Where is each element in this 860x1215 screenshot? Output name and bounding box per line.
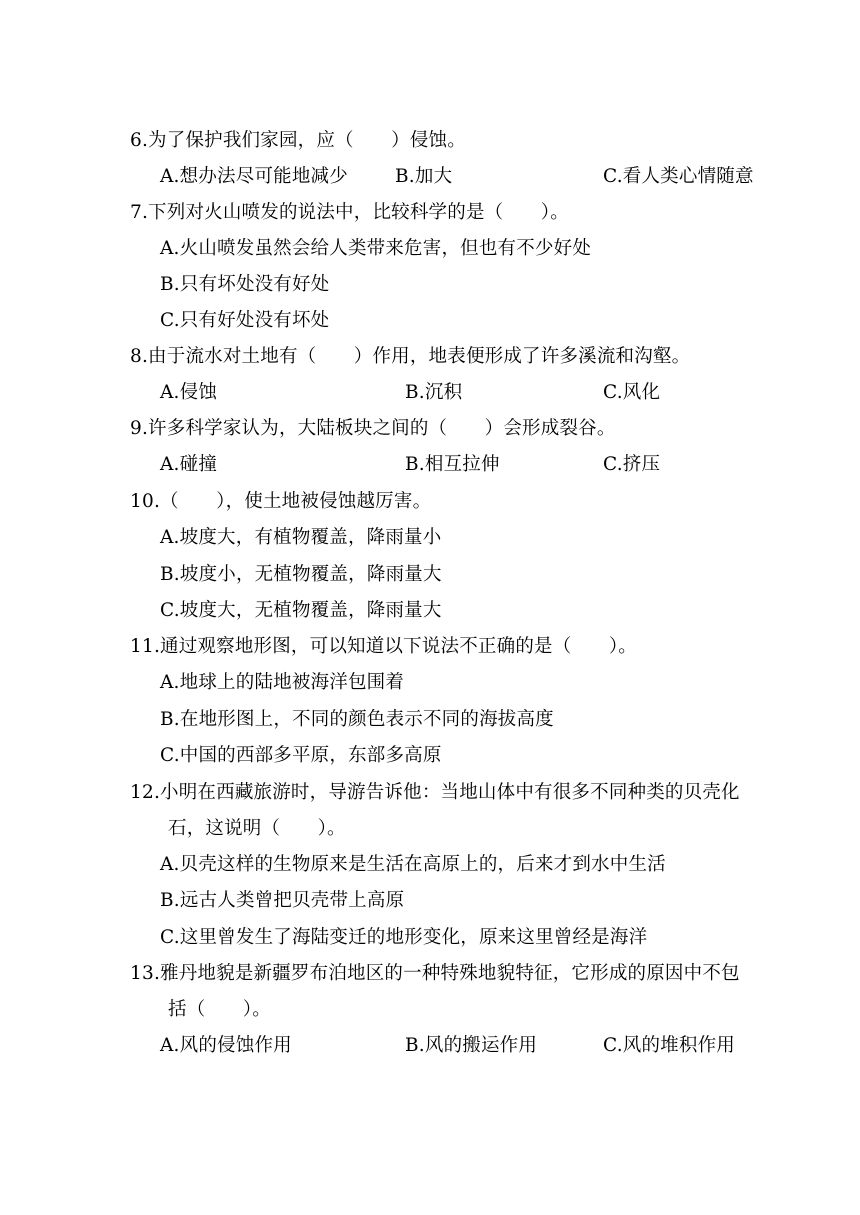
question-9-stem: 9.许多科学家认为，大陆板块之间的（ ）会形成裂谷。: [130, 418, 616, 439]
question-7-option-a: A.火山喷发虽然会给人类带来危害，但也有不少好处: [160, 238, 592, 259]
question-12-option-c: C.这里曾发生了海陆变迁的地形变化，原来这里曾经是海洋: [160, 927, 648, 948]
question-12-stem: 12.小明在西藏旅游时，导游告诉他：当地山体中有很多不同种类的贝壳化: [130, 782, 740, 803]
question-7-stem: 7.下列对火山喷发的说法中，比较科学的是（ ）。: [130, 202, 569, 223]
question-13-option-a: A.风的侵蚀作用: [160, 1035, 292, 1056]
question-8-option-a: A.侵蚀: [160, 382, 218, 403]
question-8-stem: 8.由于流水对土地有（ ）作用，地表便形成了许多溪流和沟壑。: [130, 346, 691, 367]
question-13-stem: 13.雅丹地貌是新疆罗布泊地区的一种特殊地貌特征，它形成的原因中不包: [130, 963, 740, 984]
question-7-option-c: C.只有好处没有坏处: [160, 310, 330, 331]
question-11-option-c: C.中国的西部多平原，东部多高原: [160, 745, 442, 766]
question-10-option-c: C.坡度大，无植物覆盖，降雨量大: [160, 600, 442, 621]
question-11-option-b: B.在地形图上，不同的颜色表示不同的海拔高度: [160, 709, 554, 730]
question-9-option-b: B.相互拉伸: [405, 454, 500, 475]
question-8-option-c: C.风化: [603, 382, 661, 403]
question-10-stem: 10.（ ），使土地被侵蚀越厉害。: [130, 491, 432, 512]
question-6-option-b: B.加大: [395, 166, 453, 187]
question-9-option-c: C.挤压: [603, 454, 661, 475]
question-13-stem-continued: 括（ ）。: [168, 999, 271, 1020]
question-13-option-b: B.风的搬运作用: [405, 1035, 538, 1056]
question-11-stem: 11.通过观察地形图，可以知道以下说法不正确的是（ ）。: [130, 636, 637, 657]
question-6-stem: 6.为了保护我们家园，应（ ）侵蚀。: [130, 130, 466, 151]
question-6-option-c: C.看人类心情随意: [603, 166, 754, 187]
question-10-option-a: A.坡度大，有植物覆盖，降雨量小: [160, 527, 442, 548]
question-13-option-c: C.风的堆积作用: [603, 1035, 735, 1056]
question-10-option-b: B.坡度小，无植物覆盖，降雨量大: [160, 564, 442, 585]
question-12-option-a: A.贝壳这样的生物原来是生活在高原上的，后来才到水中生活: [160, 854, 666, 875]
question-8-option-b: B.沉积: [405, 382, 463, 403]
question-12-option-b: B.远古人类曾把贝壳带上高原: [160, 890, 405, 911]
question-6-option-a: A.想办法尽可能地减少: [160, 166, 348, 187]
question-12-stem-continued: 石，这说明（ ）。: [168, 818, 346, 839]
question-11-option-a: A.地球上的陆地被海洋包围着: [160, 672, 405, 693]
question-9-option-a: A.碰撞: [160, 454, 218, 475]
question-7-option-b: B.只有坏处没有好处: [160, 274, 330, 295]
